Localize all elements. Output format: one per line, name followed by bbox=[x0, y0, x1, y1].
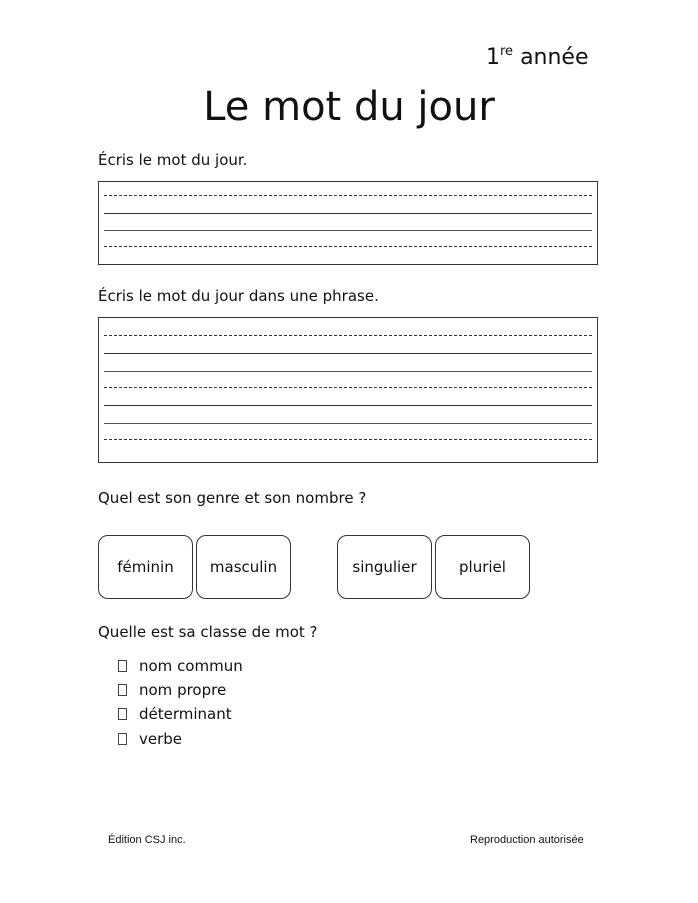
base-guide-line bbox=[104, 371, 592, 372]
word-class-option-determinant[interactable] bbox=[118, 705, 232, 723]
option-label: verbe bbox=[139, 730, 183, 748]
option-label: nom commun bbox=[139, 657, 243, 675]
base-guide-line bbox=[104, 230, 592, 231]
solid-guide-line bbox=[104, 213, 592, 214]
checkbox-icon[interactable] bbox=[118, 708, 127, 720]
dashed-guide-line bbox=[104, 195, 592, 196]
word-class-option-nom-commun[interactable] bbox=[118, 657, 243, 675]
grade-word: année bbox=[520, 45, 589, 70]
footer-rights: Reproduction autorisée bbox=[470, 834, 584, 846]
write-word-prompt: Écris le mot du jour. bbox=[98, 151, 248, 169]
gender-number-prompt: Quel est son genre et son nombre ? bbox=[98, 489, 367, 507]
chip-feminin[interactable] bbox=[98, 535, 193, 599]
dashed-guide-line bbox=[104, 246, 592, 247]
word-class-prompt: Quelle est sa classe de mot ? bbox=[98, 623, 318, 641]
checkbox-icon[interactable] bbox=[118, 660, 127, 672]
grade-number: 1 bbox=[486, 45, 500, 70]
checkbox-icon[interactable] bbox=[118, 733, 127, 745]
chip-singulier[interactable] bbox=[337, 535, 432, 599]
word-class-option-nom-propre[interactable] bbox=[118, 681, 226, 699]
option-label: nom propre bbox=[139, 681, 227, 699]
solid-guide-line bbox=[104, 405, 592, 406]
grade-suffix: re bbox=[500, 44, 514, 59]
chip-feminin-label: féminin bbox=[117, 558, 174, 576]
base-guide-line bbox=[104, 423, 592, 424]
chip-masculin[interactable] bbox=[196, 535, 291, 599]
chip-singulier-label: singulier bbox=[352, 558, 417, 576]
write-sentence-prompt: Écris le mot du jour dans une phrase. bbox=[98, 287, 379, 305]
chip-pluriel-label: pluriel bbox=[459, 558, 506, 576]
page-title: Le mot du jour bbox=[203, 84, 495, 130]
chip-masculin-label: masculin bbox=[209, 558, 278, 576]
grade-level bbox=[486, 44, 589, 70]
word-writing-box[interactable] bbox=[98, 181, 598, 265]
solid-guide-line bbox=[104, 353, 592, 354]
dashed-guide-line bbox=[104, 387, 592, 388]
dashed-guide-line bbox=[104, 439, 592, 440]
footer-publisher: Édition CSJ inc. bbox=[108, 834, 186, 846]
chip-pluriel[interactable] bbox=[435, 535, 530, 599]
dashed-guide-line bbox=[104, 335, 592, 336]
sentence-writing-box[interactable] bbox=[98, 317, 598, 463]
word-class-option-verbe[interactable] bbox=[118, 730, 182, 748]
option-label: déterminant bbox=[139, 705, 232, 723]
checkbox-icon[interactable] bbox=[118, 684, 127, 696]
